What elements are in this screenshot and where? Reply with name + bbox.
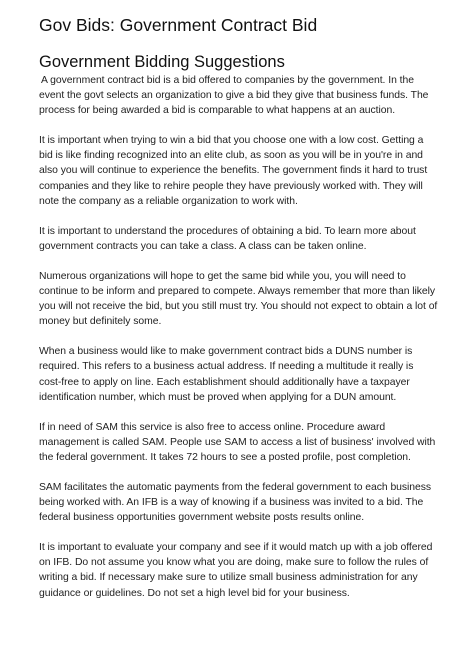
section-heading: Government Bidding Suggestions [39,53,285,71]
paragraph-3: It is important to understand the procedures of obtaining a bid. To learn more about government contracts you can take a class. A class can be taken online. [39,225,416,252]
paragraph-7: SAM facilitates the automatic payments from the federal government to each business being worked with. An IFB is a way of knowing if a business was invited to a bid. The federal business opportunities government website posts results online. [39,481,432,524]
paragraph-2: It is important when trying to win a bid that you choose one with a low cost. Getting a bid is like finding recognized into an elite club, as soon as you will be in you're in and also you will continue to experience the benefits. The government finds it hard to trust companies and they like to rehire people they have previously worked with. They will note the company as a reliable organization to work with. [39,135,428,207]
paragraph-6: If in need of SAM this service is also free to access online. Procedure award management is called SAM. People use SAM to access a list of business' involved with the federal government. It takes 72 hours to see a posted profile, post completion. [39,421,436,463]
paragraph-4: Numerous organizations will hope to get the same bid while you, you will need to continue to be inform and prepared to compete. Always remember that more than likely you will not receive the bid, but you still must try. You should not expect to obtain a lot of money but definitely some. [39,270,438,328]
document-title: Gov Bids: Government Contract Bid [39,15,318,35]
paragraph-5: When a business would like to make government contract bids a DUNS number is required. This refers to a business actual address. If needing a multitude it really is cost-free to apply on line. Each establishment should additionally have a taxpayer identification number, which must be proved when applying for a DUN amount. [39,346,414,403]
paragraph-8: It is important to evaluate your company and see if it would match up with a job offered on IFB. Do not assume you know what you are doing, make sure to follow the rules of writing a bid. If necessary make sure to utilize small business administration for any guidance or guidelines. Do not set a high level bid for your business. [39,542,433,599]
paragraph-1: A government contract bid is a bid offered to companies by the government. In the event the govt selects an organization to give a bid they give that business funds. The process for being awarded a bid is comparable to what happens at an auction. [39,75,429,117]
